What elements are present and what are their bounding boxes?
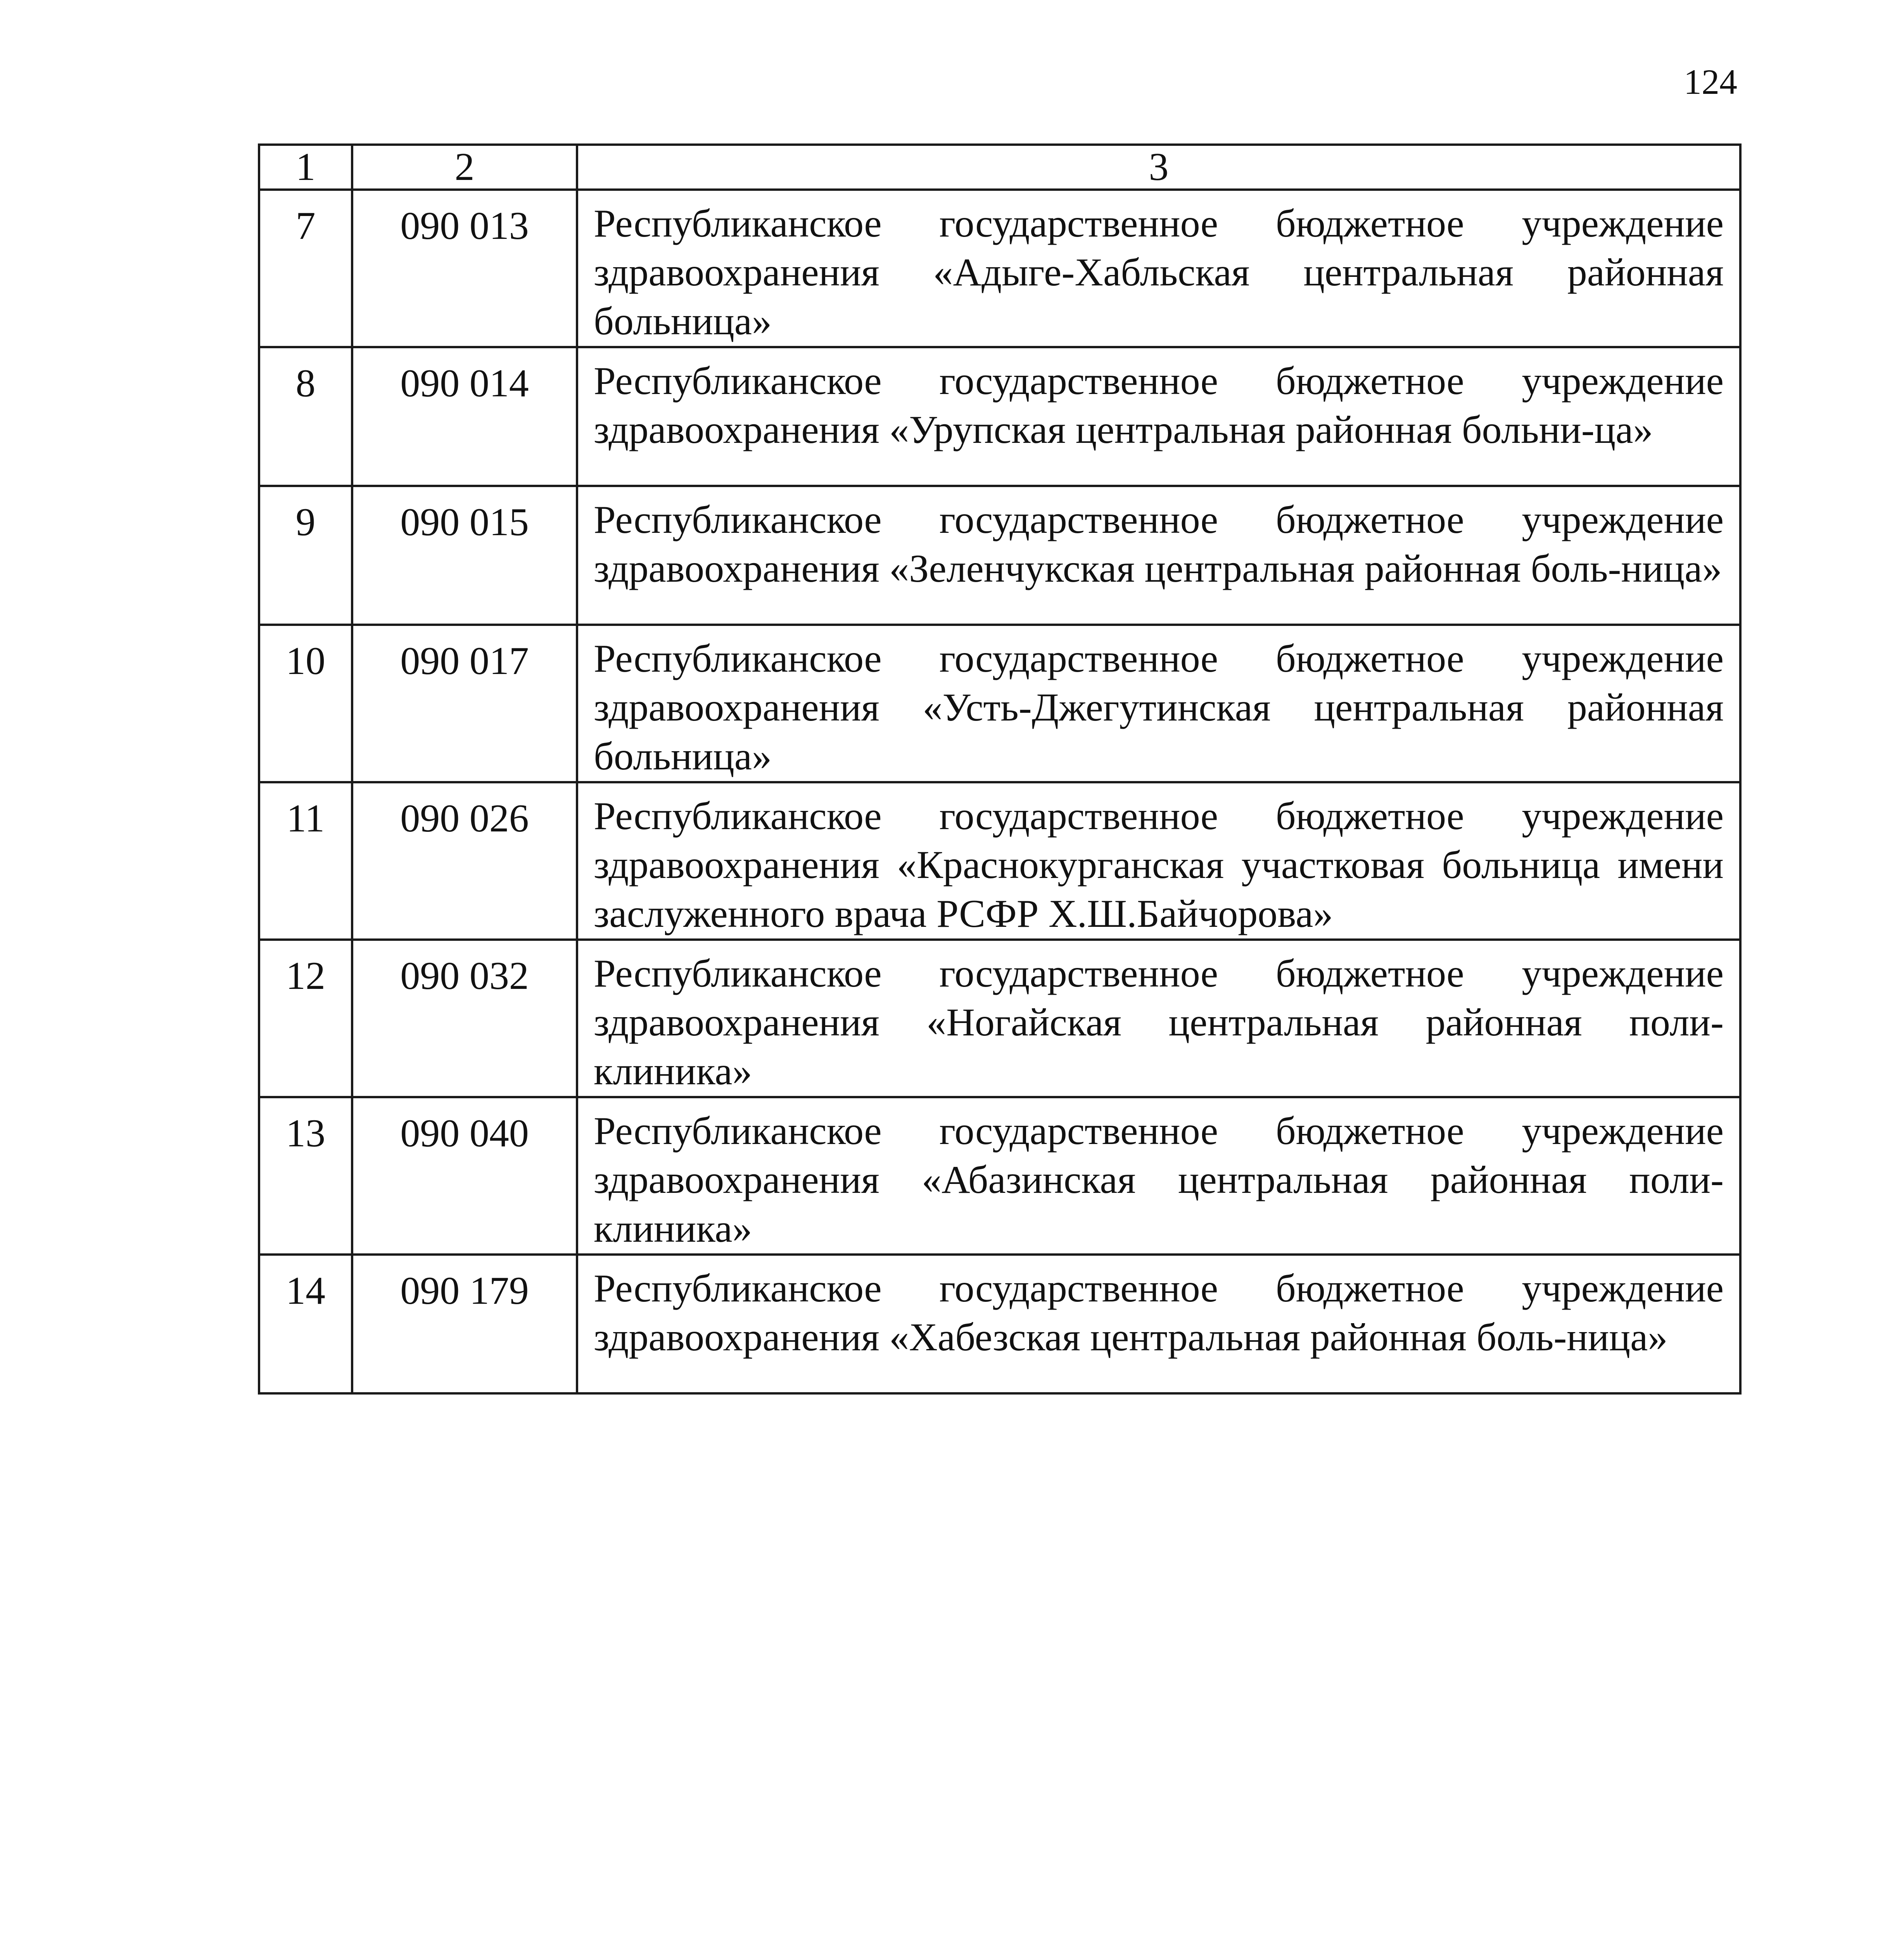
row-number: 8 — [259, 347, 352, 486]
table-body — [259, 190, 1740, 1393]
row-number: 10 — [259, 625, 352, 782]
table-row — [259, 940, 1740, 1097]
row-code: 090 026 — [352, 782, 577, 940]
row-code: 090 013 — [352, 190, 577, 347]
row-code: 090 014 — [352, 347, 577, 486]
row-code: 090 179 — [352, 1255, 577, 1393]
row-number: 13 — [259, 1097, 352, 1255]
row-institution-name: Республиканское государственное бюджетное учреждение здравоохранения «Урупская центральная районная больни-ца» — [577, 347, 1740, 486]
row-institution-name: Республиканское государственное бюджетное учреждение здравоохранения «Краснокурганская участковая больница имени заслуженного врача РСФР Х.Ш.Байчорова» — [577, 782, 1740, 940]
page-number: 124 — [1684, 62, 1737, 102]
row-code: 090 040 — [352, 1097, 577, 1255]
row-number: 9 — [259, 486, 352, 625]
table-row — [259, 486, 1740, 625]
table-header — [259, 145, 1740, 190]
header-col-3: 3 — [577, 145, 1740, 190]
row-institution-name: Республиканское государственное бюджетное учреждение здравоохранения «Зеленчукская центральная районная боль-ница» — [577, 486, 1740, 625]
table-row — [259, 625, 1740, 782]
row-institution-name: Республиканское государственное бюджетное учреждение здравоохранения «Адыге-Хабльская центральная районная больница» — [577, 190, 1740, 347]
row-number: 14 — [259, 1255, 352, 1393]
row-institution-name: Республиканское государственное бюджетное учреждение здравоохранения «Абазинская центральная районная поли-клиника» — [577, 1097, 1740, 1255]
table-row — [259, 190, 1740, 347]
header-row — [259, 145, 1740, 190]
row-number: 12 — [259, 940, 352, 1097]
table-row — [259, 347, 1740, 486]
row-code: 090 017 — [352, 625, 577, 782]
header-col-1: 1 — [259, 145, 352, 190]
table-row — [259, 1097, 1740, 1255]
row-institution-name: Республиканское государственное бюджетное учреждение здравоохранения «Усть-Джегутинская центральная районная больница» — [577, 625, 1740, 782]
row-number: 11 — [259, 782, 352, 940]
row-institution-name: Республиканское государственное бюджетное учреждение здравоохранения «Ногайская центральная районная поли-клиника» — [577, 940, 1740, 1097]
table-row — [259, 782, 1740, 940]
row-code: 090 015 — [352, 486, 577, 625]
institutions-table — [258, 143, 1742, 1395]
table-row — [259, 1255, 1740, 1393]
header-col-2: 2 — [352, 145, 577, 190]
row-code: 090 032 — [352, 940, 577, 1097]
row-institution-name: Республиканское государственное бюджетное учреждение здравоохранения «Хабезская центральная районная боль-ница» — [577, 1255, 1740, 1393]
row-number: 7 — [259, 190, 352, 347]
